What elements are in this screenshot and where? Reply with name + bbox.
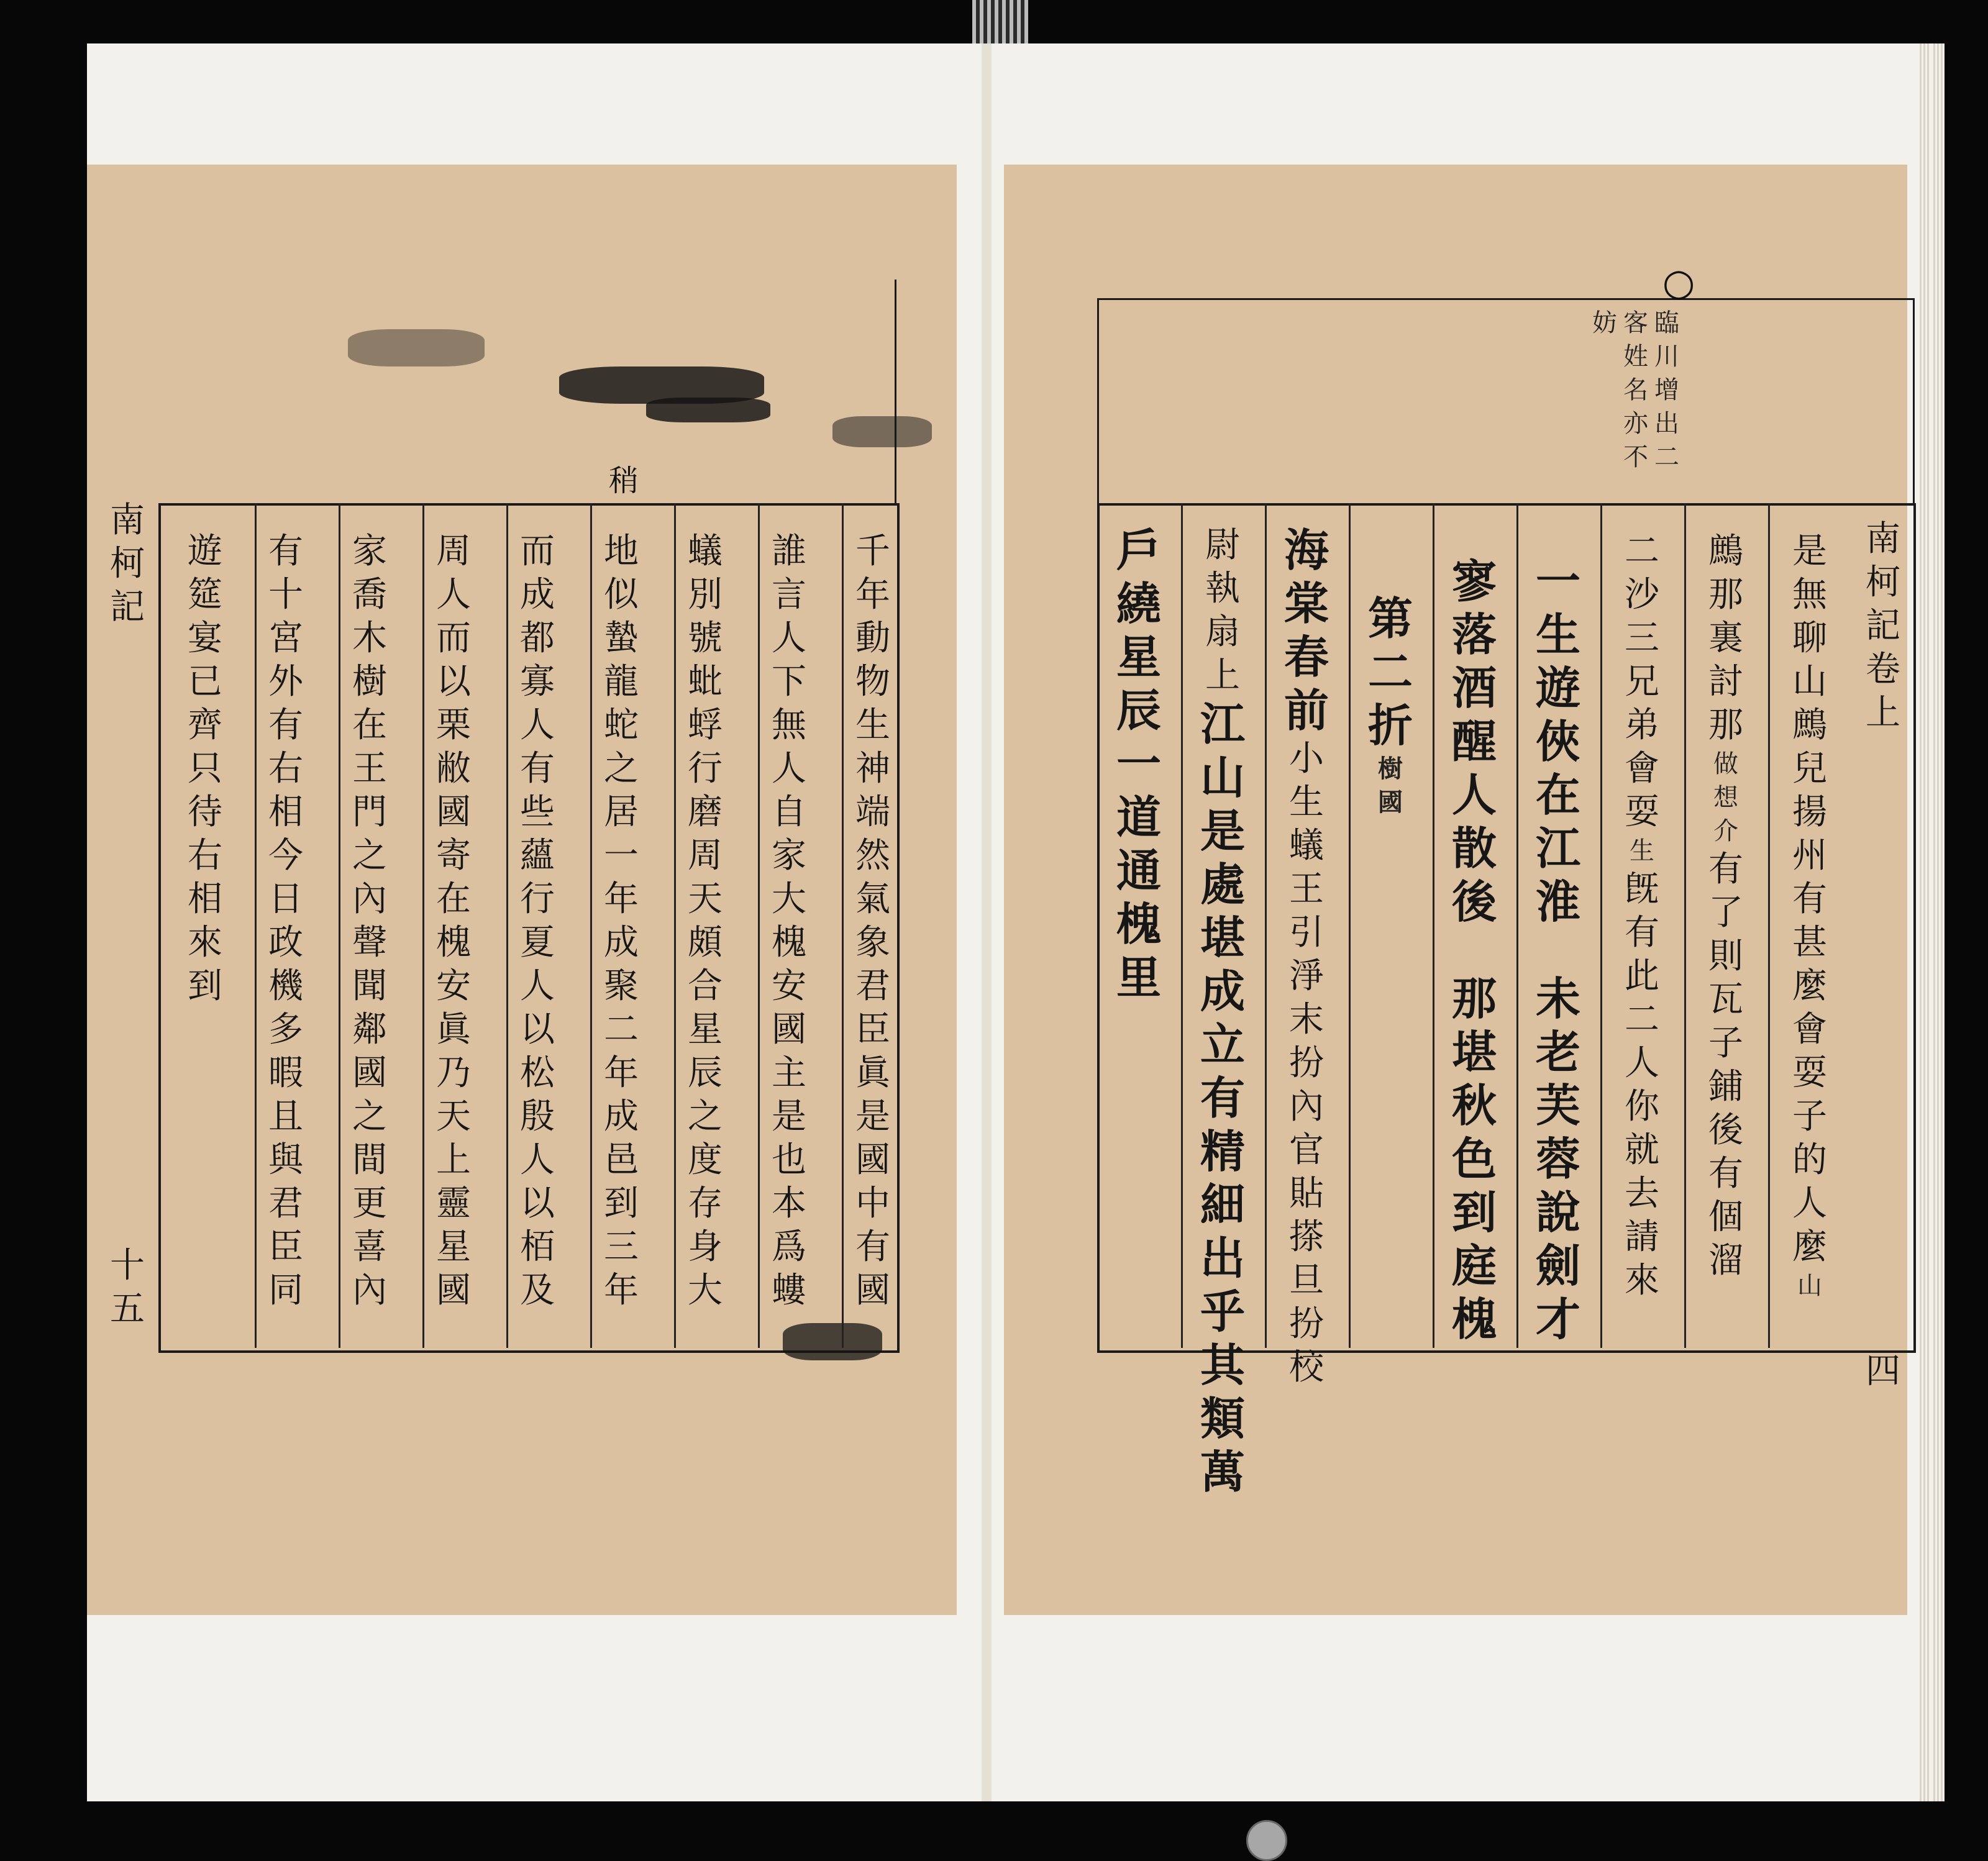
- column-rule: [339, 503, 340, 1348]
- text-column: 家 喬 木 樹 在 王 門 之 內 聲 聞 鄰 國 之 間 更 喜 內: [352, 531, 387, 1311]
- stage-direction: 生: [1630, 837, 1654, 865]
- stage-direction: 山: [1797, 1272, 1822, 1300]
- column-rule: [255, 503, 257, 1348]
- text-column: 尉 執 扇 上 江 山 是 處 堪 成 立 有 精 細 出 乎 其 類 萬: [1200, 525, 1245, 1498]
- column-rule: [674, 503, 676, 1348]
- tune-title: 海 棠 春 前: [1284, 524, 1329, 737]
- text-column: 而 成 都 寡 人 有 些 蘊 行 夏 人 以 松 殷 人 以 栢 及: [520, 531, 555, 1311]
- page-edges: [1920, 43, 1931, 1801]
- header-note: 妨: [1592, 309, 1617, 337]
- column-rule: [1265, 503, 1267, 1348]
- text-column: 是 無 聊 山 鷓 兒 揚 州 有 甚 麼 會 耍 子 的 人 麼 山: [1776, 534, 1844, 1307]
- column-rule: [842, 503, 844, 1348]
- column-rule: [422, 503, 424, 1348]
- header-circle: ○: [1662, 261, 1695, 304]
- right-margin-title: 南 柯 記 卷 上: [1866, 519, 1900, 733]
- verse-column: 寥 落 酒 醒 人 散 後 那 堪 秋 色 到 庭 槐: [1451, 555, 1497, 1345]
- page-edges: [1933, 43, 1945, 1801]
- stage-direction: 做 想 介: [1713, 750, 1738, 845]
- library-seal-icon: [1246, 1820, 1287, 1861]
- left-page: [87, 43, 992, 1801]
- right-margin-page-number: 四: [1866, 1351, 1900, 1391]
- header-note: 臨 川 增 出 二: [1654, 309, 1679, 471]
- ink-smudge: [646, 398, 770, 422]
- right-header-box: [1097, 298, 1915, 505]
- column-rule: [1768, 503, 1770, 1348]
- text-column: 海 棠 春 前 小 生 蟻 王 引 淨 末 扮 內 官 貼 搽 旦 扮 校: [1284, 524, 1329, 1388]
- header-annotation: 稍: [609, 463, 639, 498]
- text-column: 有 十 宮 外 有 右 相 今 日 政 機 多 暇 且 與 君 臣 同: [268, 531, 303, 1311]
- column-rule: [758, 503, 760, 1348]
- column-rule: [1433, 503, 1434, 1348]
- ink-smudge: [832, 416, 932, 447]
- text-column: 誰 言 人 下 無 人 自 家 大 槐 安 國 主 是 也 本 爲 螻: [772, 531, 806, 1311]
- column-rule: [1349, 503, 1351, 1348]
- column-rule: [590, 503, 592, 1348]
- text-column: 周 人 而 以 栗 敝 國 寄 在 槐 安 眞 乃 天 上 靈 星 國: [436, 531, 471, 1311]
- open-book: [87, 43, 1945, 1801]
- column-rule: [1516, 503, 1518, 1348]
- header-note: 客 姓 名 亦 不: [1623, 309, 1648, 471]
- text-column: 地 似 蟄 龍 蛇 之 居 一 年 成 聚 二 年 成 邑 到 三 年: [604, 531, 639, 1311]
- binding-thread: [972, 0, 1028, 47]
- left-margin-title: 南 柯 記: [110, 500, 145, 627]
- right-page: [992, 43, 1945, 1801]
- scene-subtitle: 樹 國: [1378, 754, 1403, 817]
- column-rule: [1600, 503, 1602, 1348]
- scene-heading: 第 二 折 樹 國: [1356, 596, 1425, 824]
- left-margin-page-number: 十 五: [110, 1245, 145, 1329]
- ink-smudge: [348, 329, 485, 366]
- text-column: 二 沙 三 兄 弟 會 耍 生 旣 有 此 二 人 你 就 去 請 來: [1625, 531, 1659, 1301]
- text-column: 蟻 別 號 蚍 蜉 行 磨 周 天 頗 合 星 辰 之 度 存 身 大: [688, 531, 723, 1311]
- text-column: 遊 筵 宴 已 齊 只 待 右 相 來 到: [188, 531, 222, 1006]
- text-column: 鷓 那 裏 討 那 做 想 介 有 了 則 瓦 子 鋪 後 有 個 溜: [1708, 531, 1743, 1281]
- column-rule: [506, 503, 508, 1348]
- text-column: 千 年 動 物 生 神 端 然 氣 象 君 臣 眞 是 國 中 有 國: [855, 531, 890, 1311]
- ink-smudge: [783, 1323, 882, 1360]
- column-rule: [1684, 503, 1686, 1348]
- left-header-box: [158, 280, 896, 505]
- verse-column: 戶 繞 星 辰 一 道 通 槐 里: [1116, 524, 1161, 1004]
- column-rule: [1181, 503, 1183, 1348]
- verse-column: 一 生 遊 俠 在 江 淮 未 老 芙 蓉 說 劍 才: [1535, 555, 1580, 1345]
